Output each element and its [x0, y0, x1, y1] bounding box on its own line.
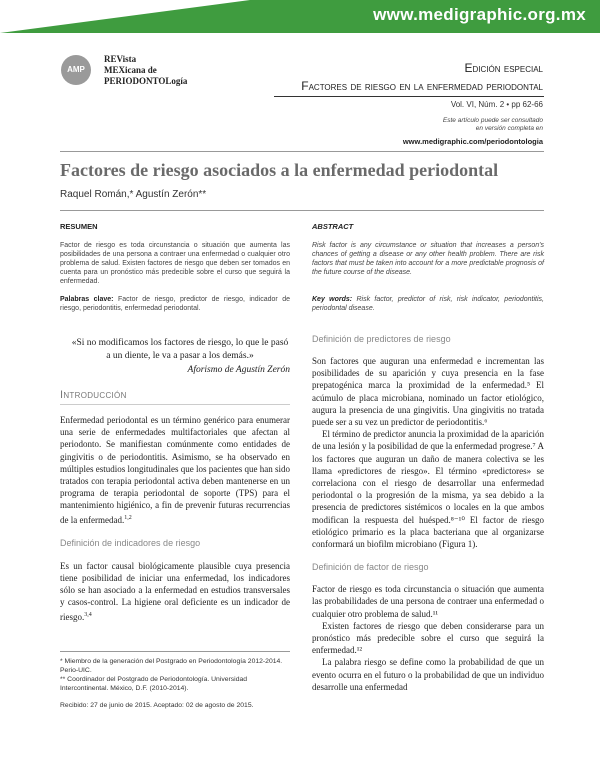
- journal-name: [104, 54, 187, 87]
- availability-line-2: en versión completa en: [475, 125, 543, 132]
- epigraph-text: «Si no modificamos los factores de riesgo, lo que le pasó a un diente, le va a pasar a los demás.»: [71, 338, 289, 361]
- article-authors: Raquel Román,* Agustín Zerón**: [60, 189, 207, 200]
- banner-url[interactable]: www.medigraphic.org.mx: [373, 5, 586, 24]
- abstract-section: [312, 222, 544, 313]
- epigraph-author: Aforismo de Agustín Zerón: [187, 365, 290, 375]
- edition-subtitle: Factores de riesgo en la enfermedad periodontal: [301, 79, 543, 93]
- intro-body: [60, 414, 290, 526]
- left-column: [60, 389, 290, 623]
- abstract-keywords: [312, 295, 544, 313]
- footnote-2: ** Coordinador del Postgrado de Periodontología. Universidad Intercontinental. México, D.F. (2010-2014).: [60, 676, 248, 692]
- header-divider: [274, 96, 544, 97]
- article-title: Factores de riesgo asociados a la enfermedad periodontal: [60, 160, 499, 180]
- indicators-heading: Definición de indicadores de riesgo: [60, 537, 201, 548]
- title-divider-top: [60, 151, 544, 152]
- journal-name-line-2: MEXicana de: [104, 65, 157, 75]
- intro-heading: Introducción: [60, 389, 127, 401]
- intro-rule: [60, 404, 290, 405]
- right-column: [312, 334, 544, 693]
- abstract-keywords-text: Risk factor, predictor of risk, risk indicator, periodontitis, periodontal disease.: [312, 296, 544, 312]
- banner-cutout: [0, 0, 250, 33]
- resumen-keywords-label: Palabras clave:: [60, 296, 114, 303]
- edition-title: Edición especial: [464, 61, 543, 75]
- intro-text: Enfermedad periodontal es un término genérico para enumerar una serie de enfermedades multifactoriales que afectan al periodonto. Se manifiestan comúnmente como entidades de gingivitis o de periodontitis. Asimismo, se ha observado en múltiples estudios longitudinales que los pacientes que han sido tratados con terapia periodontal activa deben mantenerse en un programa de terapia periodontal de soporte (TPS) para el mantenimiento higiénico, a fin de prevenir futuras recurrencias de la enfermedad.: [60, 415, 290, 525]
- resumen-section: [60, 222, 290, 313]
- abstract-text: Risk factor is any circumstance or situation that increases a person's chances of getting a disease or any other health problem. There are risk factors that must be taken into account for a more predictable prognosis of the future course of the disease.: [312, 242, 544, 276]
- footnote-1: * Miembro de la generación del Postgrado en Periodontología 2012-2014. Perio-UIC.: [60, 658, 283, 674]
- volume-info: Vol. VI, Núm. 2 • pp 62-66: [450, 100, 543, 109]
- abstract-keywords-label: Key words:: [312, 296, 353, 303]
- received-date: Recibido: 27 de junio de 2015. Aceptado: 02 de agosto de 2015.: [60, 702, 254, 709]
- title-divider-bottom: [60, 210, 544, 211]
- availability-line-1: Este artículo puede ser consultado: [442, 117, 543, 124]
- journal-logo-icon: AMP: [61, 55, 91, 85]
- factor-heading: Definición de factor de riesgo: [312, 562, 429, 573]
- journal-link[interactable]: www.medigraphic.com/periodontologia: [402, 137, 543, 146]
- predictors-body: [312, 355, 544, 550]
- factor-p1: Factor de riesgo es toda circunstancia o situación que aumenta las probabilidades de una persona de contraer una enfermedad o cualquier otro problema de salud.¹¹: [312, 584, 544, 619]
- predictors-heading: Definición de predictores de riesgo: [312, 334, 451, 344]
- journal-name-line-3: PERIODONTOLogía: [104, 76, 188, 86]
- indicators-body: [60, 560, 290, 623]
- footnote-divider: [60, 651, 290, 652]
- predictors-p1: Son factores que auguran una enfermedad e incrementan las posibilidades de su aparición y cuya presencia en la fase prepatogénica marca la proximidad de la enfermedad.⁵ El acúmulo de placa microbiana, nominado un factor etiológico, augura la presencia de una gingivitis. Una gingivitis no tratada puede ser a su vez un predictor de periodontitis.⁶: [312, 356, 544, 428]
- factor-p3: La palabra riesgo se define como la probabilidad de que un evento ocurra en el futuro o la probabilidad de que un individuo desarrolle una enfermedad: [312, 657, 544, 692]
- factor-p2: Existen factores de riesgo que deben considerarse para un pronóstico más predecible sobre el curso que seguirá la enfermedad.¹²: [312, 620, 544, 656]
- resumen-keywords-text: Factor de riesgo, predictor de riesgo, indicador de riesgo, periodontitis, enfermedad periodontal.: [60, 296, 291, 312]
- intro-ref: 1,2: [124, 514, 132, 521]
- abstract-heading: ABSTRACT: [312, 222, 354, 231]
- availability-note: [443, 117, 543, 133]
- indicators-text: Es un factor causal biológicamente plausible cuya presencia tiene posibilidad de iniciar una enfermedad, los indicadores sólo se han asociado a la enfermedad en estudios transversales y casos-control. La higiene oral deficiente es un indicador de riesgo.: [60, 560, 290, 622]
- epigraph: [70, 337, 290, 375]
- indicators-ref: 3,4: [84, 611, 92, 618]
- top-banner: [0, 0, 600, 33]
- predictors-p2: El término de predictor anuncia la proximidad de la aparición de una lesión y la posibilidad de que la enfermedad progrese.⁷ A los factores que auguran un daño de manera colectiva se les llama «predictores de riesgo». El término «predictores» se correlaciona con el riesgo de desarrollar una enfermedad periodontal o la progresión de la misma, ya sea debido a la presencia de predictores sistémicos o locales en la que ambos modifican la respuesta del huésped.⁸⁻¹⁰ El factor de riesgo etiológico primario es la placa bacteriana que al organizarse conformará un biofilm microbiano (Figura 1).: [312, 429, 544, 550]
- journal-name-line-1: REVista: [104, 54, 137, 64]
- footnotes: [60, 657, 290, 710]
- resumen-keywords: [60, 295, 290, 313]
- factor-body: [312, 583, 544, 693]
- resumen-text: Factor de riesgo es toda circunstancia o situación que aumenta las posibilidades de una persona a contraer una enfermedad o cualquier otro problema de salud. Existen factores de riesgo que deben ser tomados en cuenta para un pronóstico más predecible sobre el curso que seguirá la enfermedad.: [60, 242, 290, 285]
- resumen-heading: RESUMEN: [60, 222, 98, 231]
